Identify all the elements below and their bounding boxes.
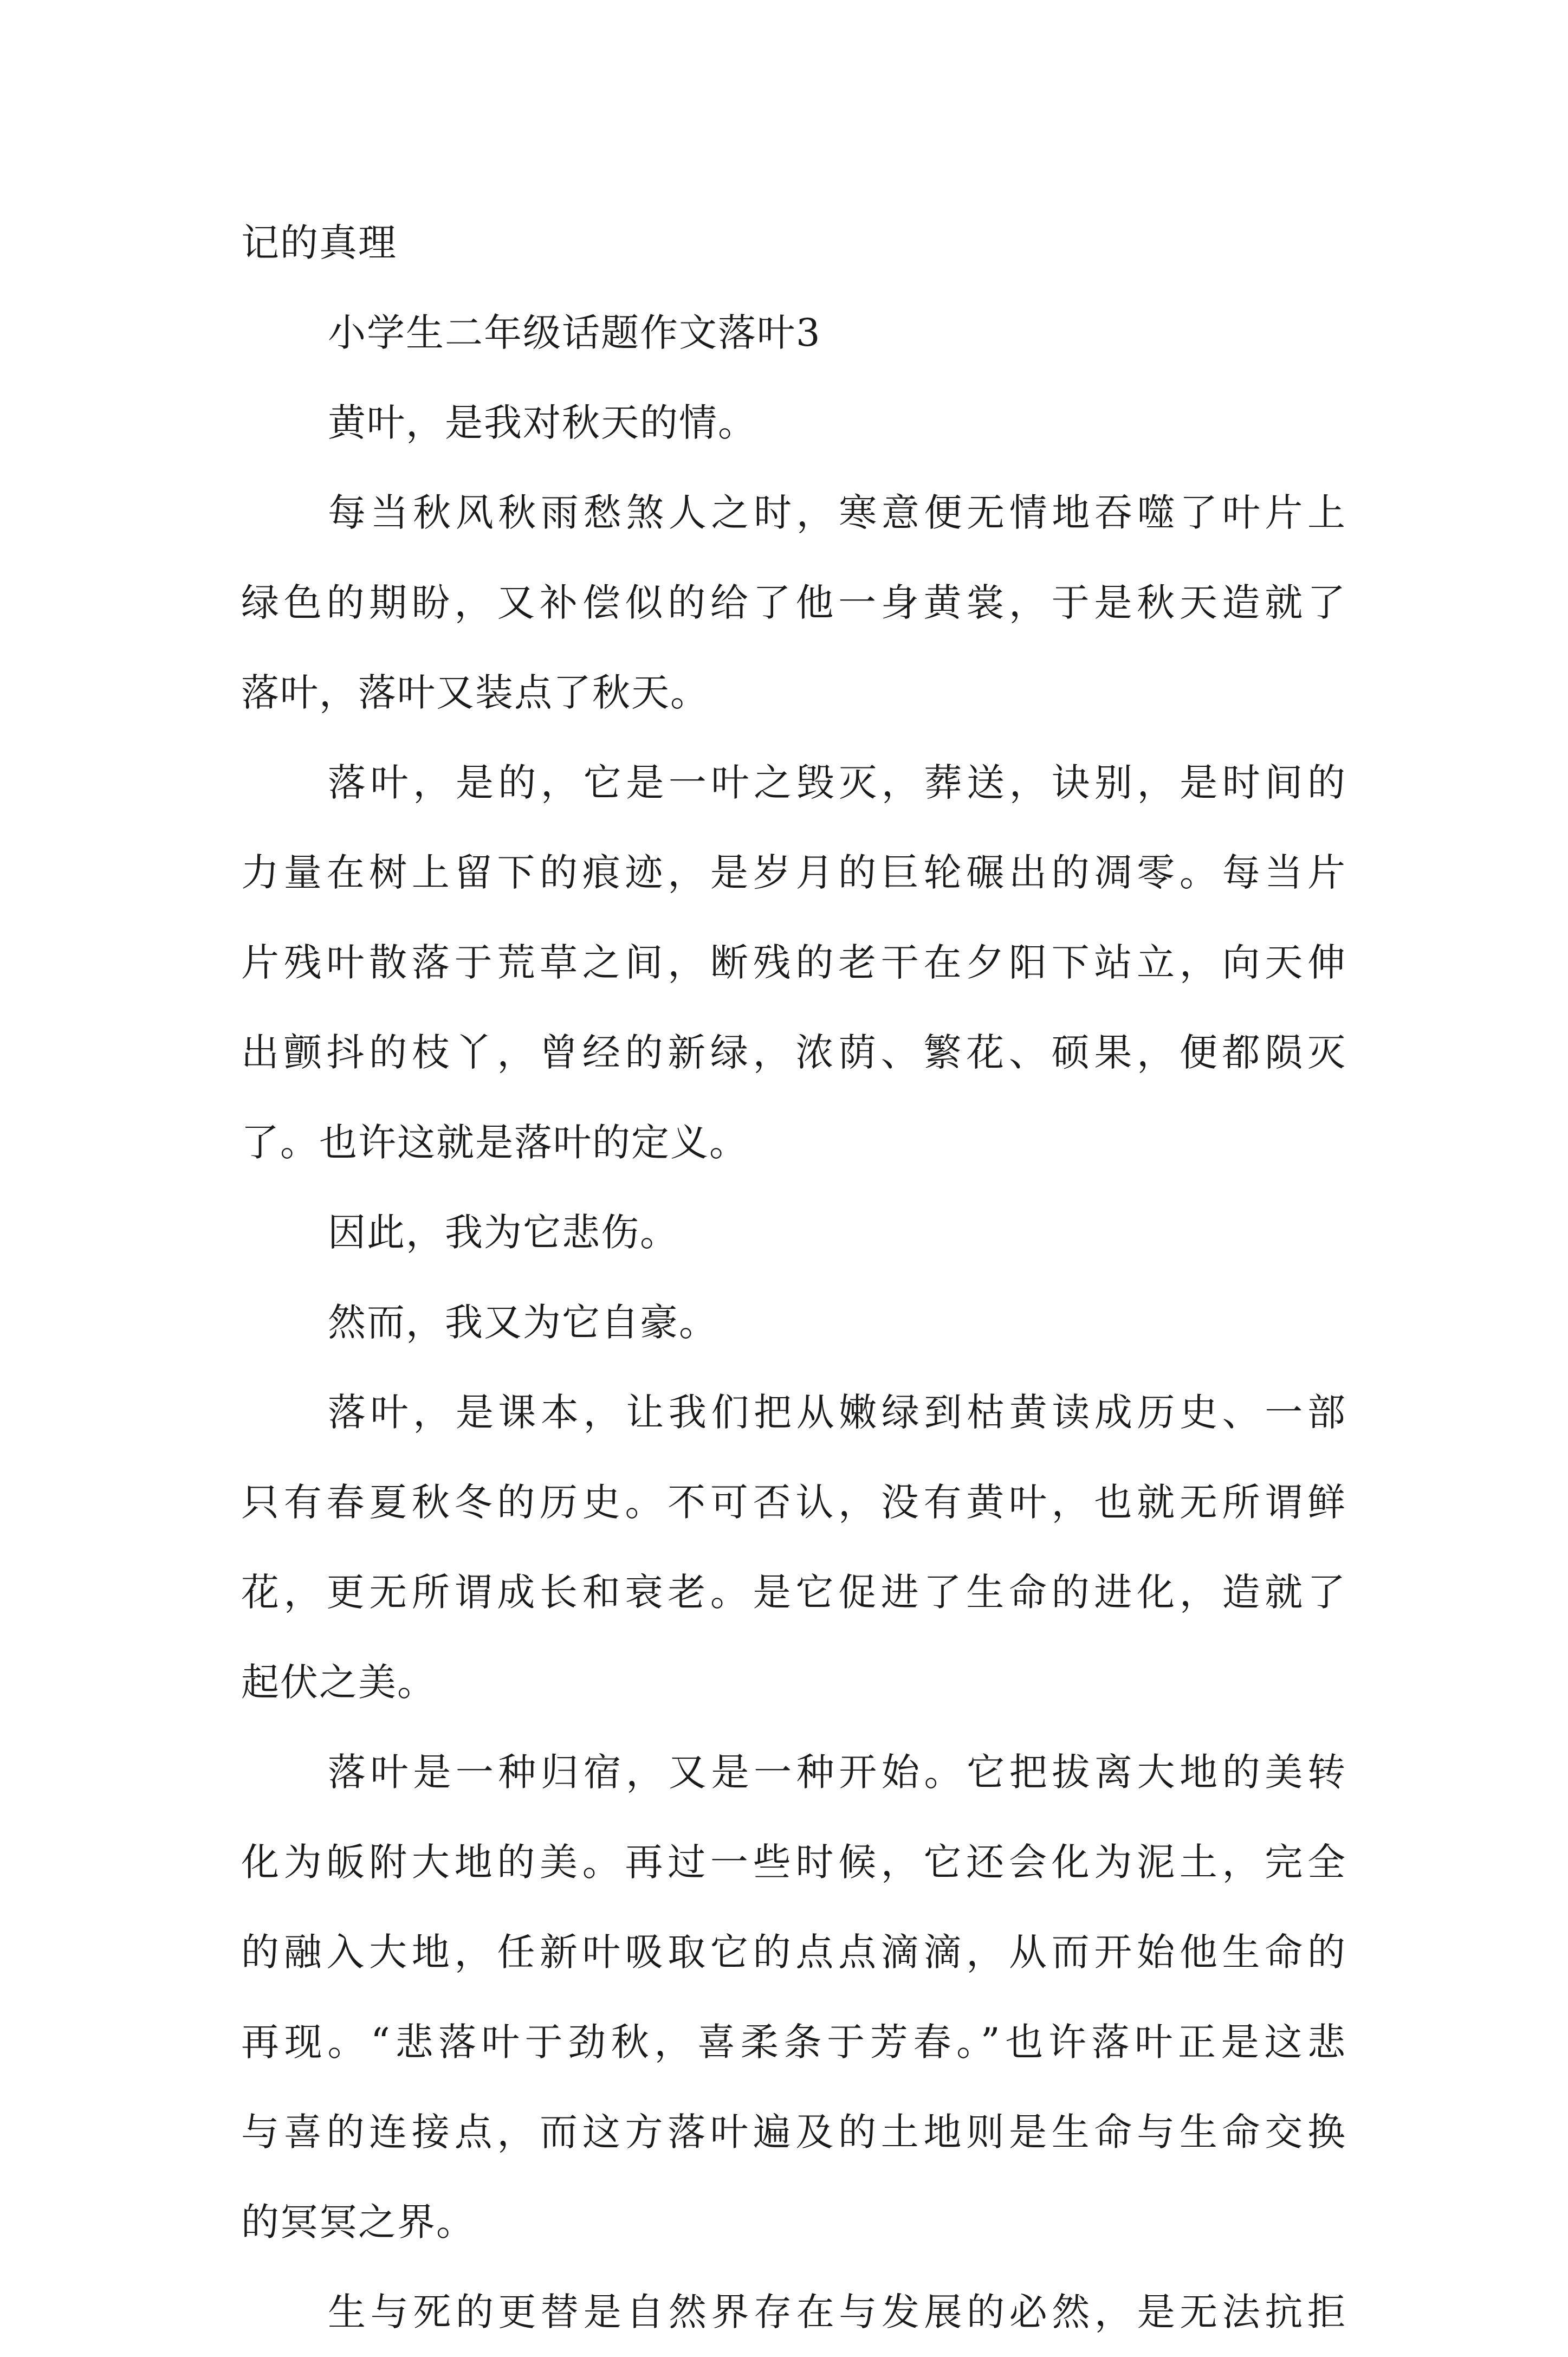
text-line: 与喜的连接点，而这方落叶遍及的土地则是生命与生命交换	[241, 2110, 1346, 2154]
text-line: 的融入大地，任新叶吸取它的点点滴滴，从而开始他生命的	[241, 1930, 1346, 1974]
body-text	[241, 198, 1346, 2357]
text-line: 出颤抖的枝丫，曾经的新绿，浓荫、繁花、硕果，便都陨灭	[241, 1030, 1346, 1075]
text-line: 每当秋风秋雨愁煞人之时，寒意便无情地吞噬了叶片上	[328, 490, 1346, 535]
text-line: 了。也许这就是落叶的定义。	[241, 1120, 748, 1165]
text-line: 力量在树上留下的痕迹，是岁月的巨轮碾出的凋零。每当片	[241, 850, 1346, 895]
text-line: 再现。“悲落叶于劲秋，喜柔条于芳春。”也许落叶正是这悲	[241, 2020, 1346, 2064]
text-line: 起伏之美。	[241, 1660, 436, 1704]
text-line: 只有春夏秋冬的历史。不可否认，没有黄叶，也就无所谓鲜	[241, 1480, 1346, 1525]
text-line: 因此，我为它悲伤。	[328, 1210, 679, 1255]
text-line: 绿色的期盼，又补偿似的给了他一身黄裳，于是秋天造就了	[241, 580, 1346, 625]
text-line: 记的真理	[241, 221, 397, 265]
text-line: 落叶，是的，它是一叶之毁灭，葬送，诀别，是时间的	[328, 760, 1346, 805]
essay-title: 小学生二年级话题作文落叶3	[328, 311, 821, 355]
text-line: 片残叶散落于荒草之间，断残的老干在夕阳下站立，向天伸	[241, 940, 1346, 985]
text-line: 落叶，是课本，让我们把从嫩绿到枯黄读成历史、一部	[328, 1390, 1346, 1435]
text-line: 落叶是一种归宿，又是一种开始。它把拔离大地的美转	[328, 1750, 1346, 1794]
text-line: 花，更无所谓成长和衰老。是它促进了生命的进化，造就了	[241, 1570, 1346, 1615]
text-line: 化为皈附大地的美。再过一些时候，它还会化为泥土，完全	[241, 1840, 1346, 1884]
text-line: 黄叶，是我对秋天的情。	[328, 401, 757, 445]
text-line: 落叶，落叶又装点了秋天。	[241, 670, 709, 715]
text-line: 的冥冥之界。	[241, 2200, 475, 2244]
text-line: 生与死的更替是自然界存在与发展的必然，是无法抗拒	[328, 2290, 1346, 2334]
text-line: 然而，我又为它自豪。	[328, 1300, 718, 1345]
